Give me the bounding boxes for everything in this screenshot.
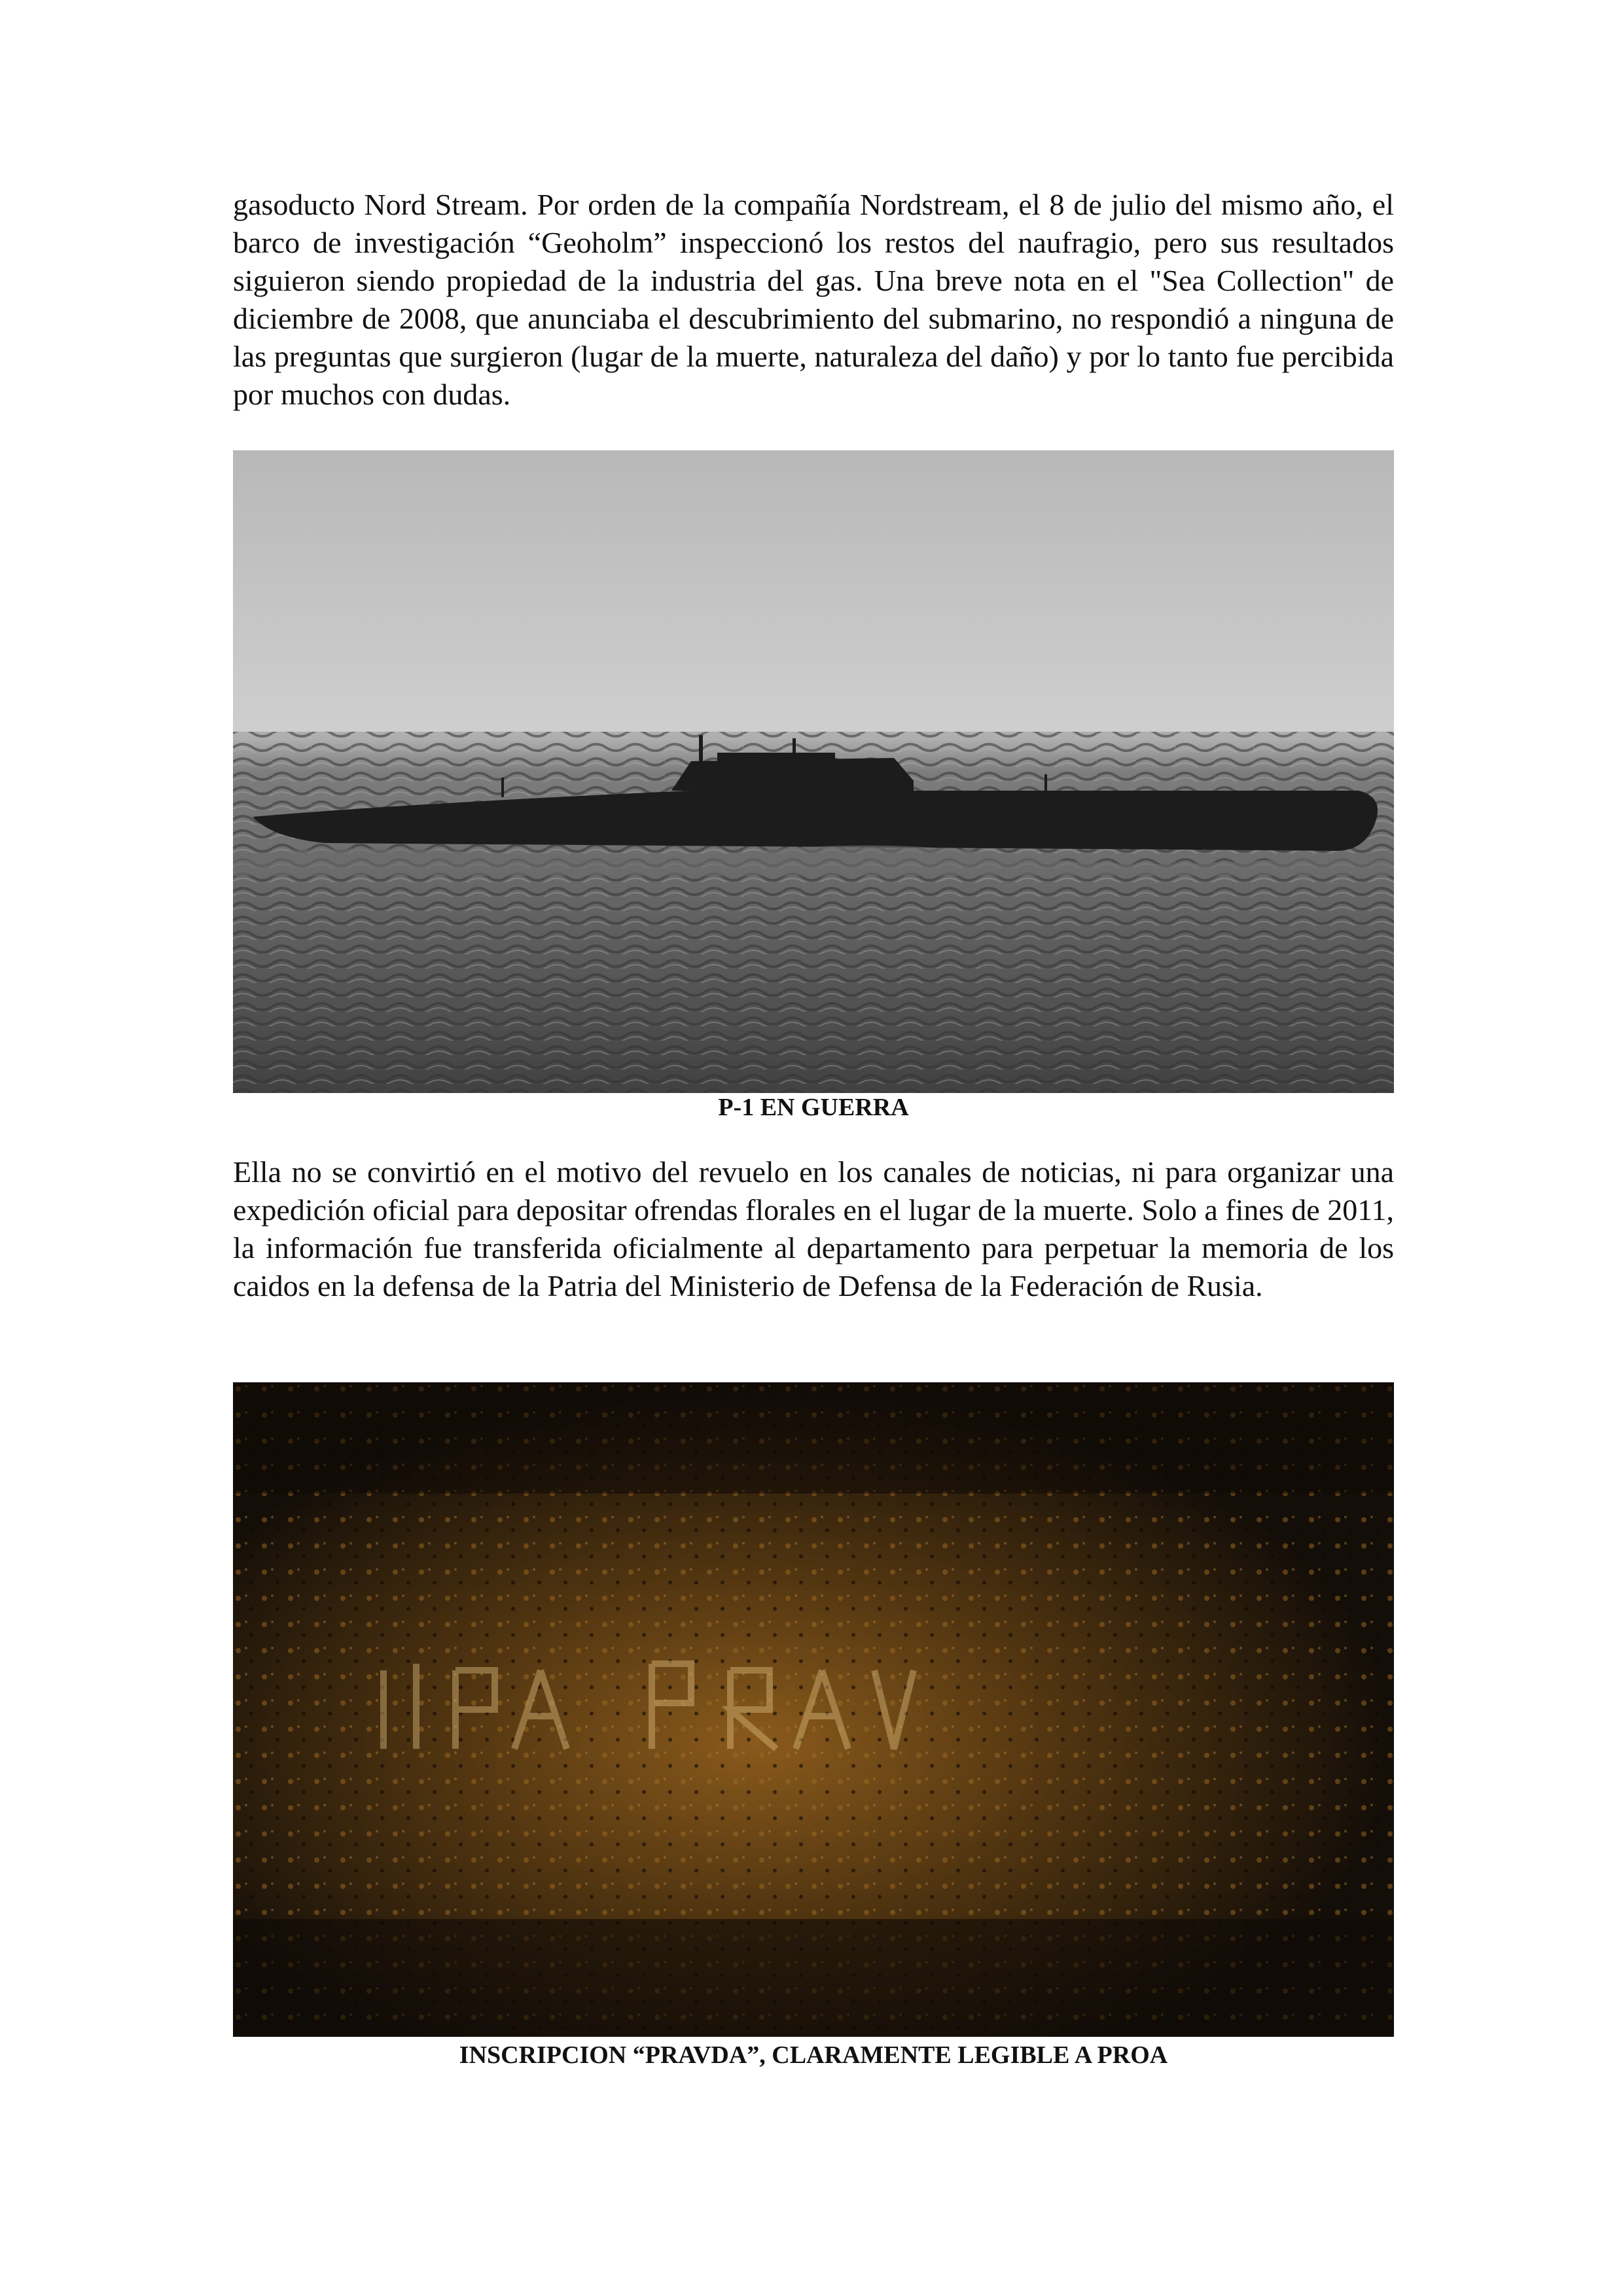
submarine-at-sea-photo — [233, 450, 1394, 1093]
body-paragraph-2: Ella no se convirtió en el motivo del revuelo en los canales de noticias, ni para organizar una expedición oficial para depositar ofrendas florales en el lugar de la muerte. Solo a fines de 2011, la información fue transferida oficialmente al departamento para perpetuar la memoria de los caidos en la defensa de la Patria del Ministerio de Defensa de la Federación de Rusia. — [233, 1155, 1394, 1302]
photo-caption-2: INSCRIPCION “PRAVDA”, CLARAMENTE LEGIBLE A PROA — [459, 2041, 1168, 2069]
rusted-hull-drawing — [233, 1382, 1394, 2037]
submarine-photo-drawing — [233, 450, 1394, 1093]
photo-caption-1: P-1 EN GUERRA — [718, 1094, 909, 1121]
body-paragraph-1: gasoducto Nord Stream. Por orden de la compañía Nordstream, el 8 de julio del mismo año, el barco de investigación “Geoholm” inspeccionó los restos del naufragio, pero sus resultados siguieron siendo propiedad de la industria del gas. Una breve nota en el "Sea Collection" de diciembre de 2008, que anunciaba el descubrimiento del submarino, no respondió a ninguna de las preguntas que surgieron (lugar de la muerte, naturaleza del daño) y por lo tanto fue percibida por muchos con dudas. — [233, 188, 1394, 411]
rusted-hull-inscription-photo — [233, 1382, 1394, 2037]
